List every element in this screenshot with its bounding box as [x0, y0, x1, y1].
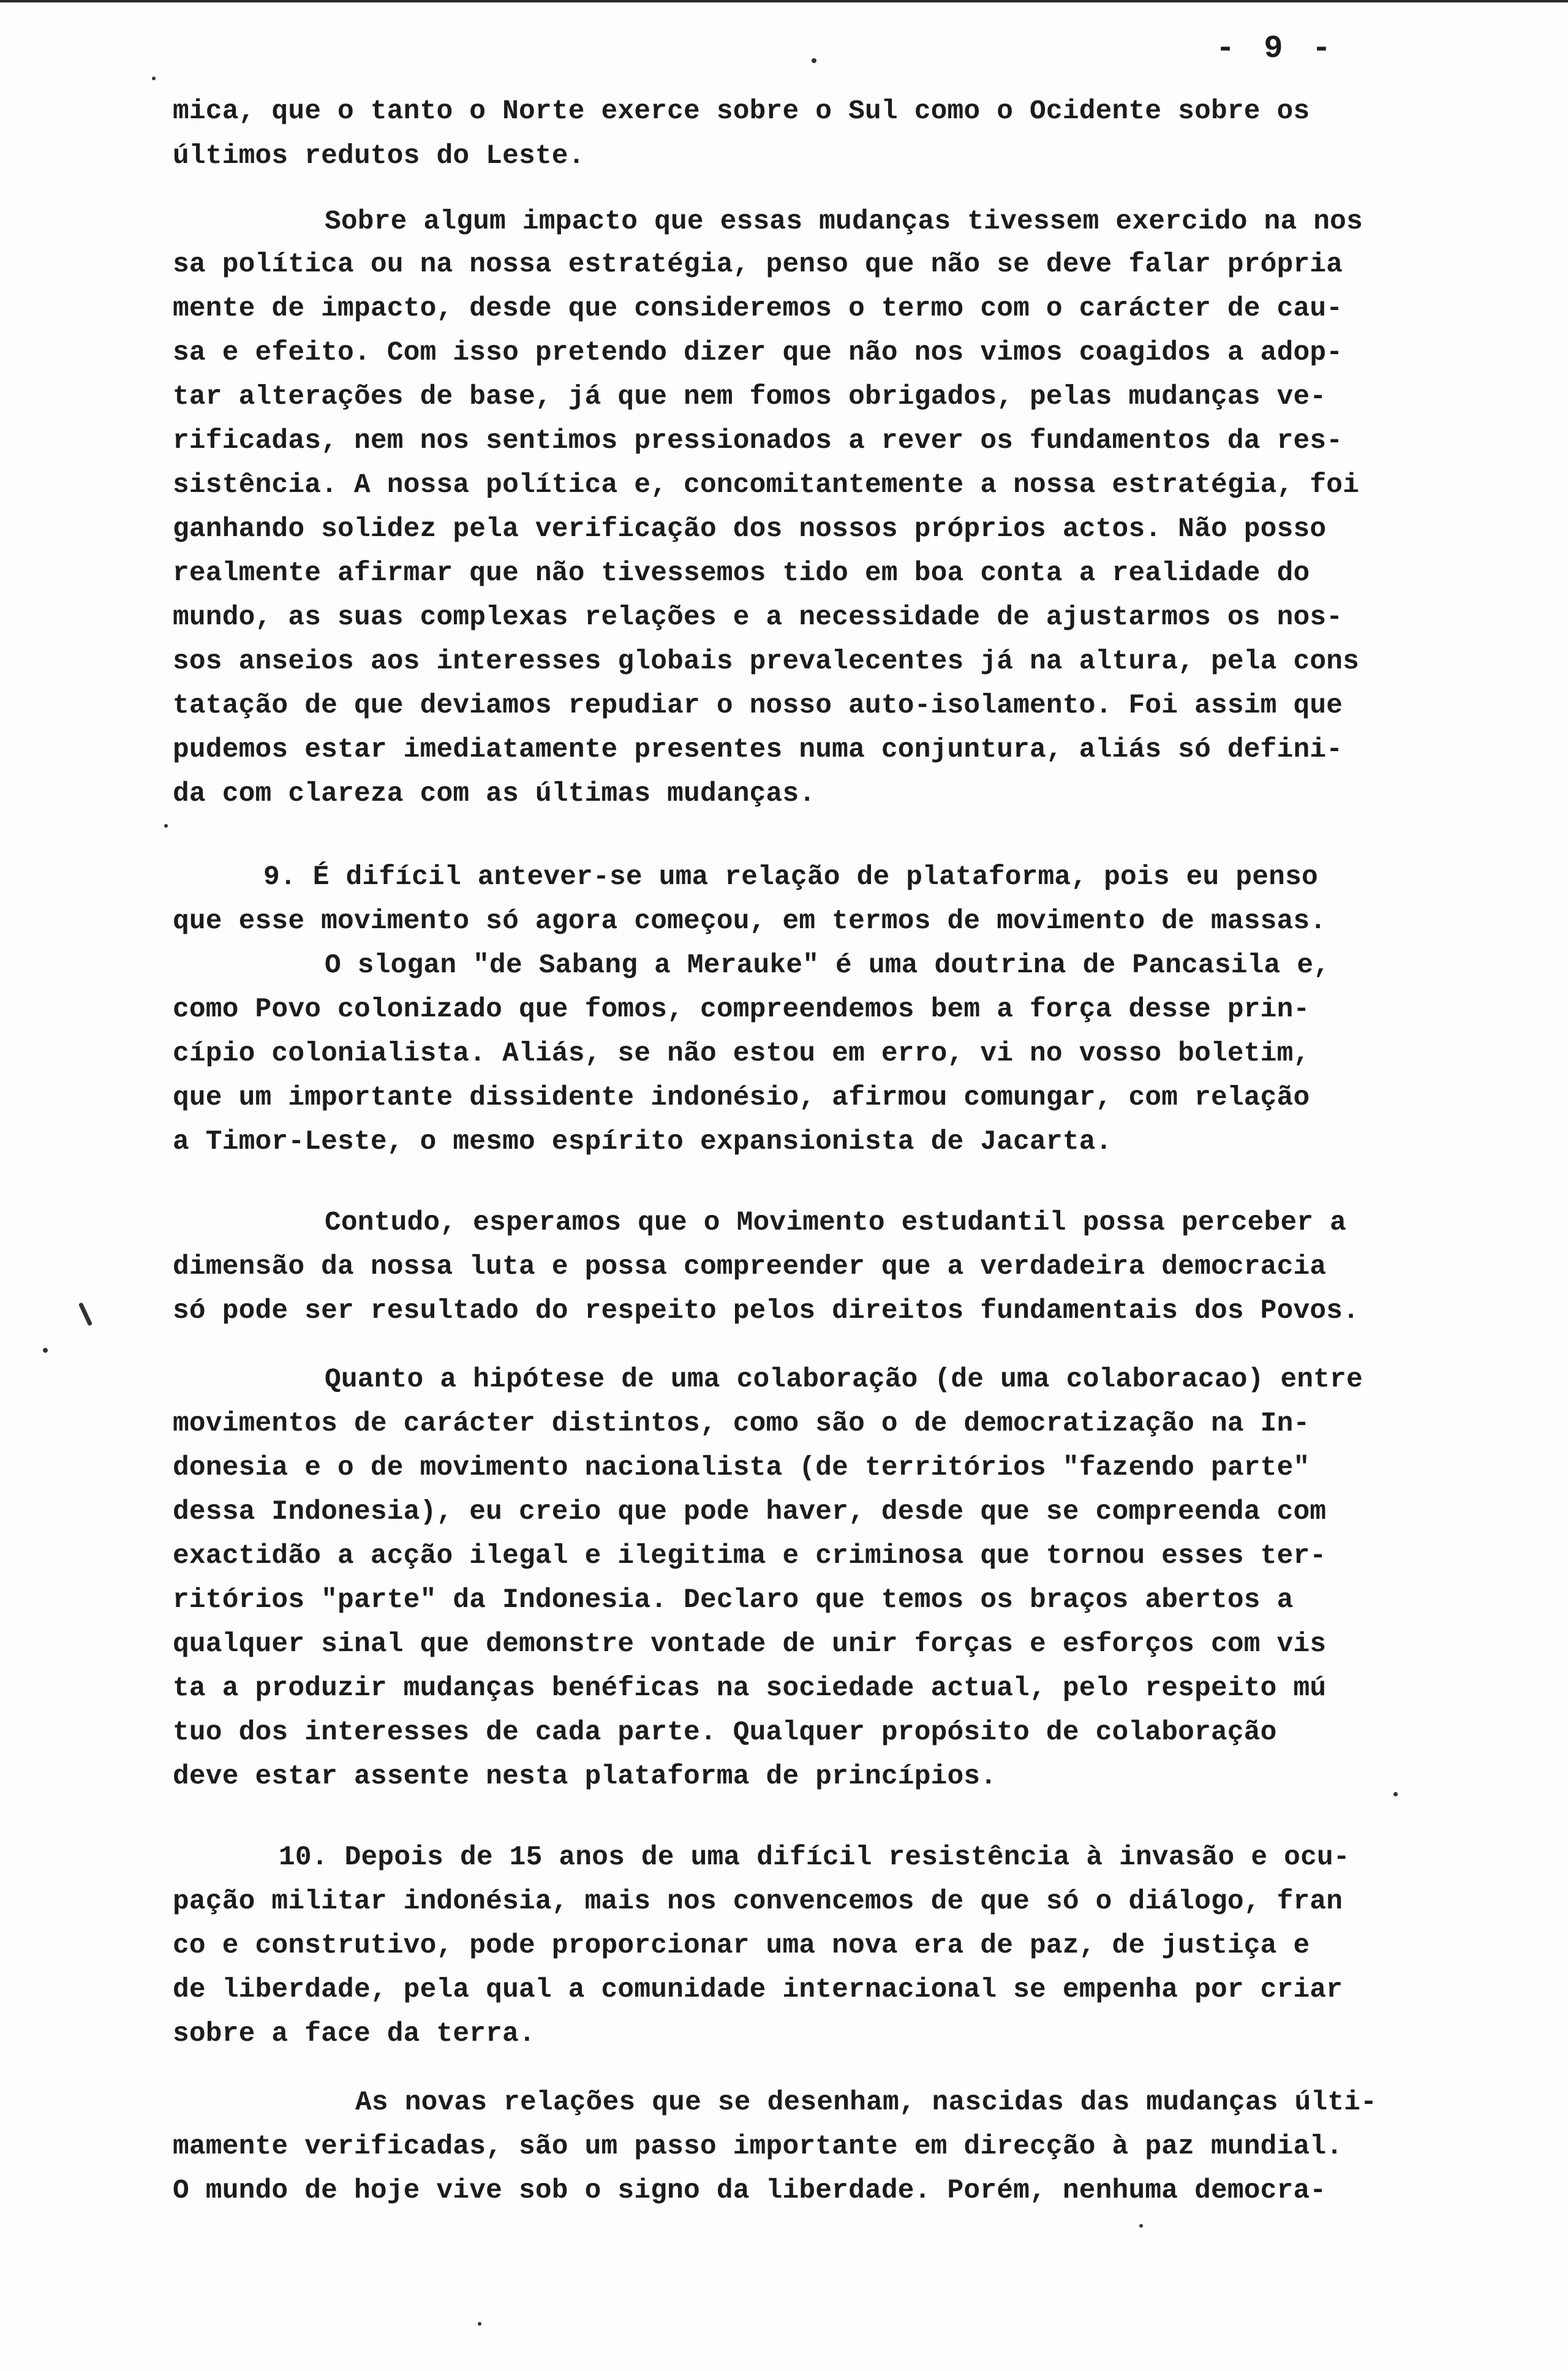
text-line: mica, que o tanto o Norte exerce sobre o Sul como o Ocidente sobre os: [173, 96, 1310, 127]
text-line: da com clareza com as últimas mudanças.: [173, 779, 816, 809]
text-line: co e construtivo, pode proporcionar uma nova era de paz, de justiça e: [173, 1930, 1310, 1961]
text-line: O mundo de hoje vive sob o signo da liberdade. Porém, nenhuma democra-: [173, 2176, 1327, 2206]
text-line: dimensão da nossa luta e possa compreender que a verdadeira democracia: [173, 1252, 1327, 1282]
text-line: movimentos de carácter distintos, como são o de democratização na In-: [173, 1409, 1310, 1439]
text-line: Sobre algum impacto que essas mudanças tivessem exercido na nos: [325, 206, 1363, 237]
text-line: qualquer sinal que demonstre vontade de unir forças e esforços com vis: [173, 1629, 1327, 1660]
text-line: 9. É difícil antever-se uma relação de plataforma, pois eu penso: [263, 862, 1318, 893]
text-line: sobre a face da terra.: [173, 2019, 535, 2049]
text-line: tar alterações de base, já que nem fomos obrigados, pelas mudanças ve-: [173, 382, 1327, 412]
text-line: rificadas, nem nos sentimos pressionados a rever os fundamentos da res-: [173, 426, 1343, 456]
scan-speck: [78, 1302, 92, 1326]
text-line: ganhando solidez pela verificação dos nossos próprios actos. Não posso: [173, 514, 1327, 545]
text-line: dessa Indonesia), eu creio que pode haver, desde que se compreenda com: [173, 1497, 1327, 1527]
text-line: ta a produzir mudanças benéficas na sociedade actual, pelo respeito mú: [173, 1673, 1327, 1704]
scan-speck: [812, 58, 816, 63]
text-line: tuo dos interesses de cada parte. Qualquer propósito de colaboração: [173, 1717, 1277, 1748]
scan-speck: [164, 824, 168, 828]
scan-speck: [478, 2322, 481, 2326]
scan-speck: [1139, 2224, 1143, 2228]
text-line: que esse movimento só agora começou, em termos de movimento de massas.: [173, 906, 1327, 937]
text-line: tatação de que deviamos repudiar o nosso auto-isolamento. Foi assim que: [173, 690, 1343, 721]
text-line: ritórios "parte" da Indonesia. Declaro que temos os braços abertos a: [173, 1585, 1294, 1616]
text-line: pação militar indonésia, mais nos convencemos de que só o diálogo, fran: [173, 1886, 1343, 1917]
scan-speck: [43, 1348, 48, 1353]
text-line: a Timor-Leste, o mesmo espírito expansionista de Jacarta.: [173, 1127, 1112, 1157]
text-line: Contudo, esperamos que o Movimento estudantil possa perceber a: [325, 1208, 1347, 1238]
text-line: mente de impacto, desde que consideremos o termo com o carácter de cau-: [173, 293, 1343, 324]
scan-speck: [1393, 1792, 1398, 1796]
text-line: que um importante dissidente indonésio, afirmou comungar, com relação: [173, 1083, 1310, 1113]
text-line: como Povo colonizado que fomos, compreendemos bem a força desse prin-: [173, 994, 1310, 1025]
text-line: Quanto a hipótese de uma colaboração (de uma colaboracao) entre: [325, 1364, 1363, 1395]
text-line: realmente afirmar que não tivessemos tido em boa conta a realidade do: [173, 558, 1310, 589]
text-line: pudemos estar imediatamente presentes numa conjuntura, aliás só defini-: [173, 735, 1343, 765]
text-line: 10. Depois de 15 anos de uma difícil resistência à invasão e ocu-: [279, 1842, 1350, 1873]
scan-speck: [152, 77, 156, 80]
text-line: sistência. A nossa política e, concomitantemente a nossa estratégia, foi: [173, 470, 1360, 501]
text-line: sos anseios aos interesses globais prevalecentes já na altura, pela cons: [173, 646, 1360, 677]
text-line: sa política ou na nossa estratégia, penso que não se deve falar própria: [173, 249, 1343, 280]
text-line: donesia e o de movimento nacionalista (de territórios "fazendo parte": [173, 1453, 1310, 1483]
text-line: O slogan "de Sabang a Merauke" é uma doutrina de Pancasila e,: [325, 950, 1330, 981]
text-line: mundo, as suas complexas relações e a necessidade de ajustarmos os nos-: [173, 602, 1343, 633]
text-line: só pode ser resultado do respeito pelos direitos fundamentais dos Povos.: [173, 1296, 1360, 1326]
text-line: sa e efeito. Com isso pretendo dizer que não nos vimos coagidos a adop-: [173, 338, 1343, 368]
text-line: de liberdade, pela qual a comunidade internacional se empenha por criar: [173, 1975, 1343, 2005]
text-line: As novas relações que se desenham, nascidas das mudanças últi-: [355, 2087, 1378, 2118]
text-line: cípio colonialista. Aliás, se não estou em erro, vi no vosso boletim,: [173, 1038, 1310, 1069]
page-number: - 9 -: [1216, 31, 1336, 67]
text-line: últimos redutos do Leste.: [173, 141, 585, 172]
text-line: deve estar assente nesta plataforma de princípios.: [173, 1761, 997, 1792]
text-line: exactidão a acção ilegal e ilegitima e criminosa que tornou esses ter-: [173, 1541, 1327, 1571]
top-edge-rule: [0, 0, 1568, 2]
text-line: mamente verificadas, são um passo importante em direcção à paz mundial.: [173, 2131, 1343, 2162]
